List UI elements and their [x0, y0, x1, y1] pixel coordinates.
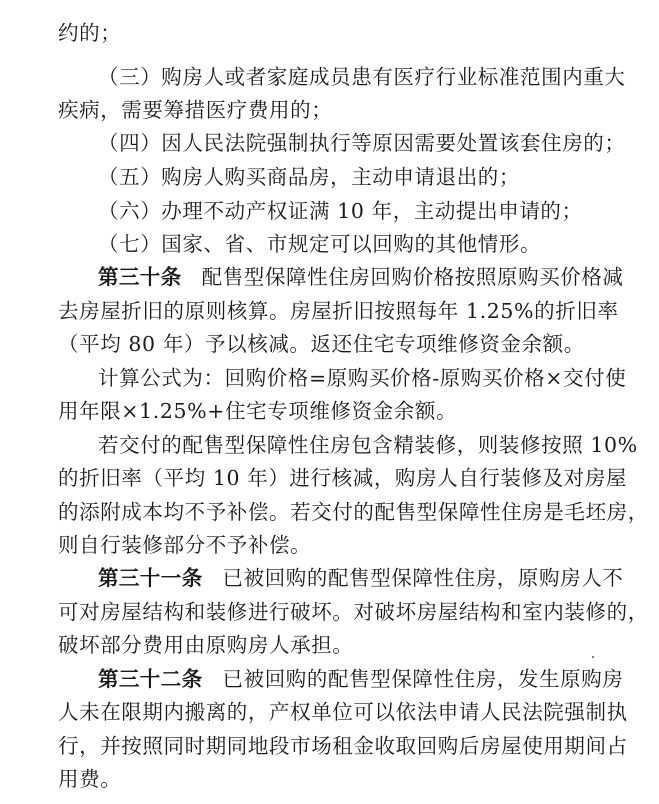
scan-speck [592, 656, 594, 658]
text-line [58, 731, 628, 761]
line-text: 破坏部分费用由原购房人承担。 [58, 633, 354, 657]
list-item-3 [98, 62, 626, 92]
text-line [58, 497, 649, 527]
text-line [58, 630, 353, 660]
text-line [58, 396, 457, 426]
text-line [58, 463, 627, 493]
line-text: （三）购房人或者家庭成员患有医疗行业标准范围内重大 [98, 65, 626, 89]
line-text: 用费。 [58, 767, 122, 791]
text-line [58, 329, 585, 359]
list-item-6 [98, 196, 583, 226]
article-heading: 第三十二条 [98, 667, 203, 691]
line-text: 已被回购的配售型保障性住房，原购房人不 [222, 566, 624, 590]
line-text: 约的； [58, 21, 122, 45]
text-line [58, 764, 121, 794]
article-31 [98, 563, 623, 593]
text-line [58, 530, 311, 560]
list-item-4 [98, 128, 626, 158]
paragraph-line [98, 430, 638, 460]
article-heading: 第三十条 [98, 265, 182, 289]
line-text: （五）购房人购买商品房，主动申请退出的； [98, 165, 520, 189]
line-text: 则自行装修部分不予补偿。 [58, 533, 312, 557]
text-line [58, 296, 619, 326]
line-text: （七）国家、省、市规定可以回购的其他情形。 [98, 232, 542, 256]
line-text: 已被回购的配售型保障性住房，发生原购房 [222, 667, 624, 691]
line-text: （六）办理不动产权证满 10 年，主动提出申请的； [98, 199, 583, 223]
line-text: （四）因人民法院强制执行等原因需要处置该套住房的； [98, 131, 626, 155]
line-text: 若交付的配售型保障性住房包含精装修，则装修按照 10% [98, 433, 638, 457]
article-32 [98, 664, 623, 694]
line-text: 的添附成本均不予补偿。若交付的配售型保障性住房是毛坯房， [58, 500, 649, 524]
list-item-7 [98, 229, 541, 259]
line-text: 疾病，需要筹措医疗费用的； [58, 98, 333, 122]
list-item-5 [98, 162, 520, 192]
text-line [58, 597, 649, 627]
line-text: 的折旧率（平均 10 年）进行核减，购房人自行装修及对房屋 [58, 466, 628, 490]
text-line [58, 697, 628, 727]
line-text: 可对房屋结构和装修进行破坏。对破坏房屋结构和室内装修的， [58, 600, 649, 624]
line-text: 去房屋折旧的原则核算。房屋折旧按照每年 1.25%的折旧率 [58, 299, 619, 323]
line-text: （平均 80 年）予以核减。返还住宅专项维修资金余额。 [58, 332, 585, 356]
article-heading: 第三十一条 [98, 566, 203, 590]
text-line [58, 18, 121, 48]
line-text: 人未在限期内搬离的，产权单位可以依法申请人民法院强制执 [58, 700, 628, 724]
line-text: 行，并按照同时期同地段市场租金收取回购后房屋使用期间占 [58, 734, 628, 758]
line-text: 计算公式为：回购价格=原购买价格-原购买价格×交付使 [98, 366, 627, 390]
line-text: 配售型保障性住房回购价格按照原购买价格减 [201, 265, 624, 289]
formula-line [98, 363, 626, 393]
text-line [58, 95, 332, 125]
article-30 [98, 262, 624, 292]
line-text: 用年限×1.25%+住宅专项维修资金余额。 [58, 399, 458, 423]
